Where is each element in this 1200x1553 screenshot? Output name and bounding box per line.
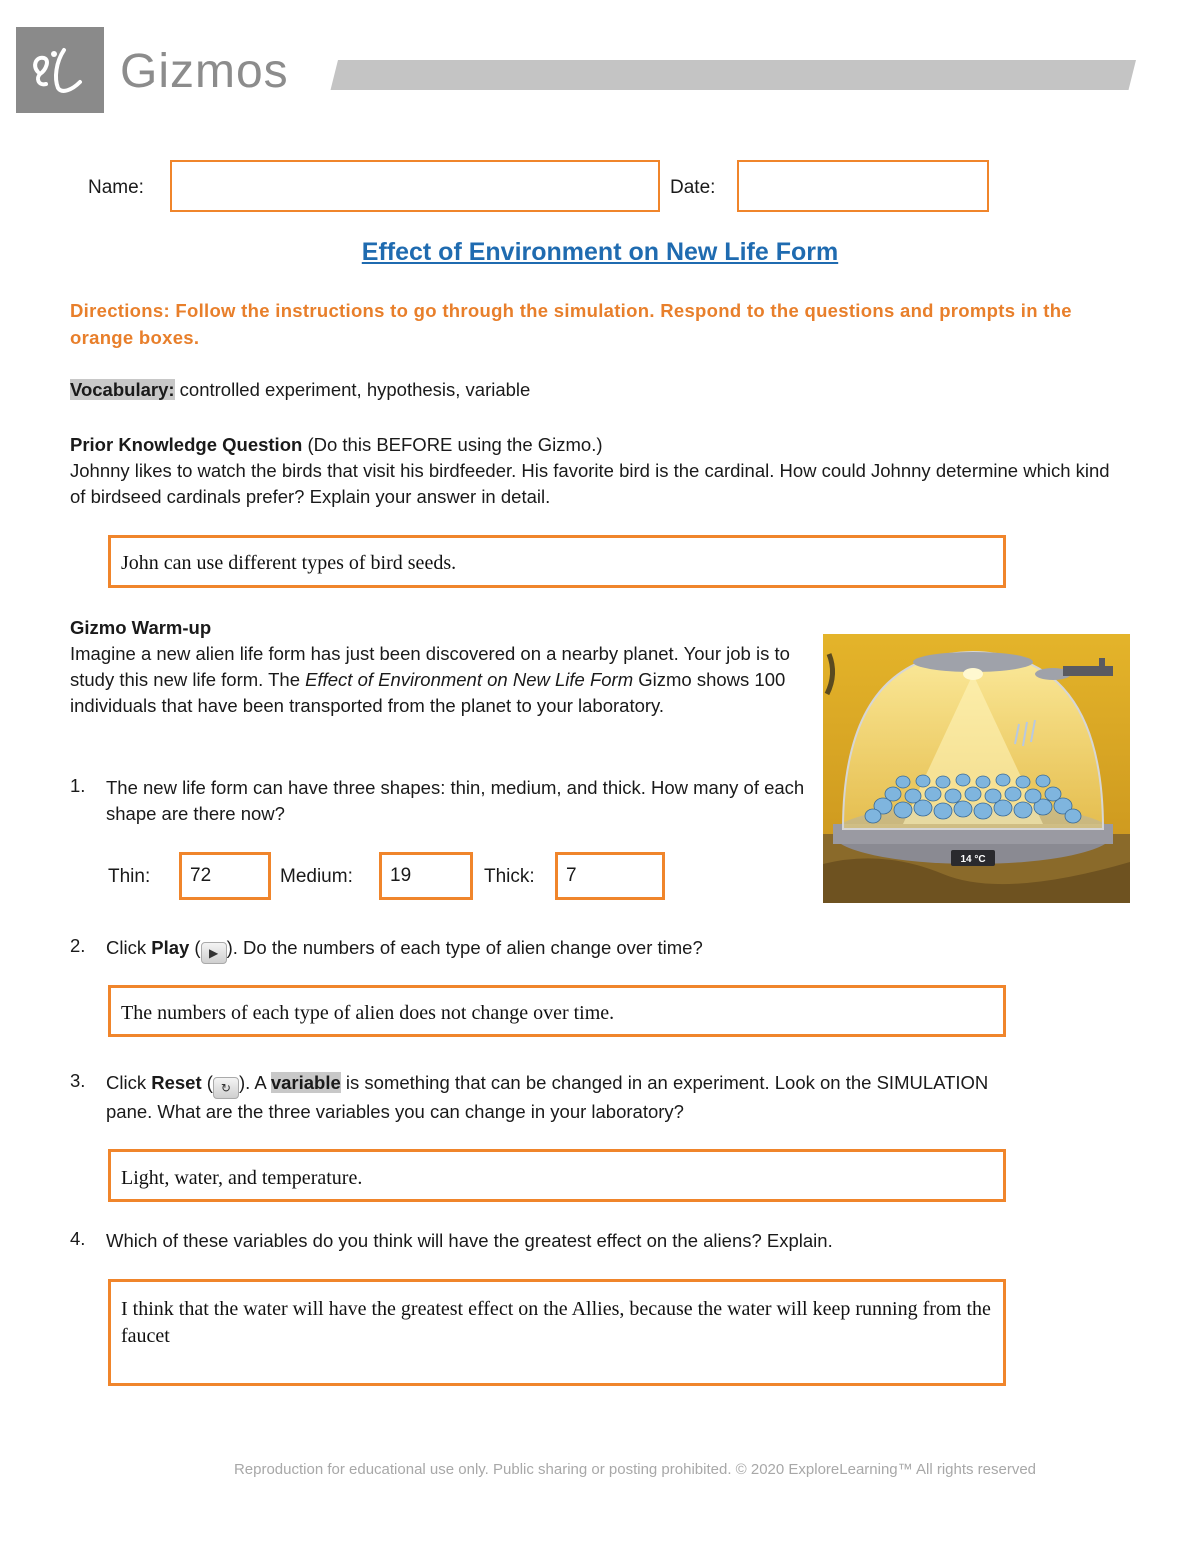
warmup-intro-italic: Effect of Environment on New Life Form [305,669,634,690]
prior-knowledge-heading: Prior Knowledge Question [70,434,303,455]
q1-number: 1. [70,775,86,796]
gizmo-simulation-image [823,634,1130,903]
warmup-intro-1: Imagine a new alien life form has just been discovered on a nearby planet. Your job is to study this new life form. The [70,643,790,690]
q4-answer: I think that the water will have the greatest effect on the Allies, because the water will keep running from the faucet [121,1298,991,1347]
variable-highlight: variable [270,1072,341,1093]
prior-knowledge-question: Johnny likes to watch the birds that visit his birdfeeder. His favorite bird is the cardinal. How could Johnny determine which kind of birdseed cardinals prefer? Explain your answer in detail. [70,460,1110,507]
thin-count-value: 72 [190,865,212,886]
worksheet-title: Effect of Environment on New Life Form [361,238,839,266]
medium-count-value: 19 [390,865,412,886]
temperature-readout: 14 °C [960,854,986,865]
medium-count-field[interactable] [379,852,473,900]
warmup-intro-2: Gizmo shows 100 individuals that have been transported from the planet to your laboratory. [70,669,786,716]
thin-count-field[interactable] [179,852,271,900]
play-label: Play [151,937,190,958]
warmup-section [70,615,810,719]
medium-label: Medium: [280,866,353,887]
el-monogram-icon [28,44,92,96]
vocabulary-label: Vocabulary: [70,379,175,400]
thick-count-field[interactable] [555,852,665,900]
vocabulary-terms: controlled experiment, hypothesis, variable [174,379,531,400]
prior-knowledge-answer: John can use different types of bird seeds. [121,552,457,574]
name-label: Name: [88,177,144,198]
q4-text: Which of these variables do you think will have the greatest effect on the aliens? Explain. [106,1230,833,1251]
directions: Directions: Follow the instructions to go through the simulation. Respond to the questions and prompts in the orange boxes. [70,300,1072,348]
q2-text: Click Play ( ▶ ). Do the numbers of each type of alien change over time? [106,935,1006,964]
footer: Reproduction for educational use only. Public sharing or posting prohibited. © 2020 ExploreLearning™ All rights reserved [233,1461,1037,1478]
q4-number: 4. [70,1228,86,1249]
q2-answer: The numbers of each type of alien does not change over time. [121,1002,615,1024]
brand-name: Gizmos [120,45,289,98]
play-icon: ▶ [201,942,227,964]
prior-knowledge-answer-box[interactable] [108,535,1006,588]
thick-count-value: 7 [566,865,577,886]
prior-knowledge [70,432,1130,510]
q2-answer-box[interactable] [108,985,1006,1037]
thick-label: Thick: [484,866,535,887]
prior-knowledge-note: (Do this BEFORE using the Gizmo.) [302,434,603,455]
q1-text: The new life form can have three shapes: thin, medium, and thick. How many of each shape are there now? [106,777,805,824]
q2-number: 2. [70,935,86,956]
reset-icon: ↻ [213,1077,239,1099]
name-field[interactable] [170,160,660,212]
q3-text: Click Reset ( ↻ ). A variable is something that can be changed in an experiment. Look on the SIMULATION pane. What are the three variables you can change in your laboratory? [106,1072,989,1122]
q3-number: 3. [70,1070,86,1091]
q3-answer-box[interactable] [108,1149,1006,1202]
vocabulary [70,377,1130,403]
thin-label: Thin: [108,866,151,887]
reset-label: Reset [151,1072,202,1093]
q4-answer-box[interactable] [108,1279,1006,1386]
q3-answer: Light, water, and temperature. [121,1167,363,1189]
date-label: Date: [670,177,716,198]
header-bar [331,60,1136,90]
date-field[interactable] [737,160,989,212]
gizmos-logo [16,27,104,113]
warmup-heading: Gizmo Warm-up [70,617,212,638]
